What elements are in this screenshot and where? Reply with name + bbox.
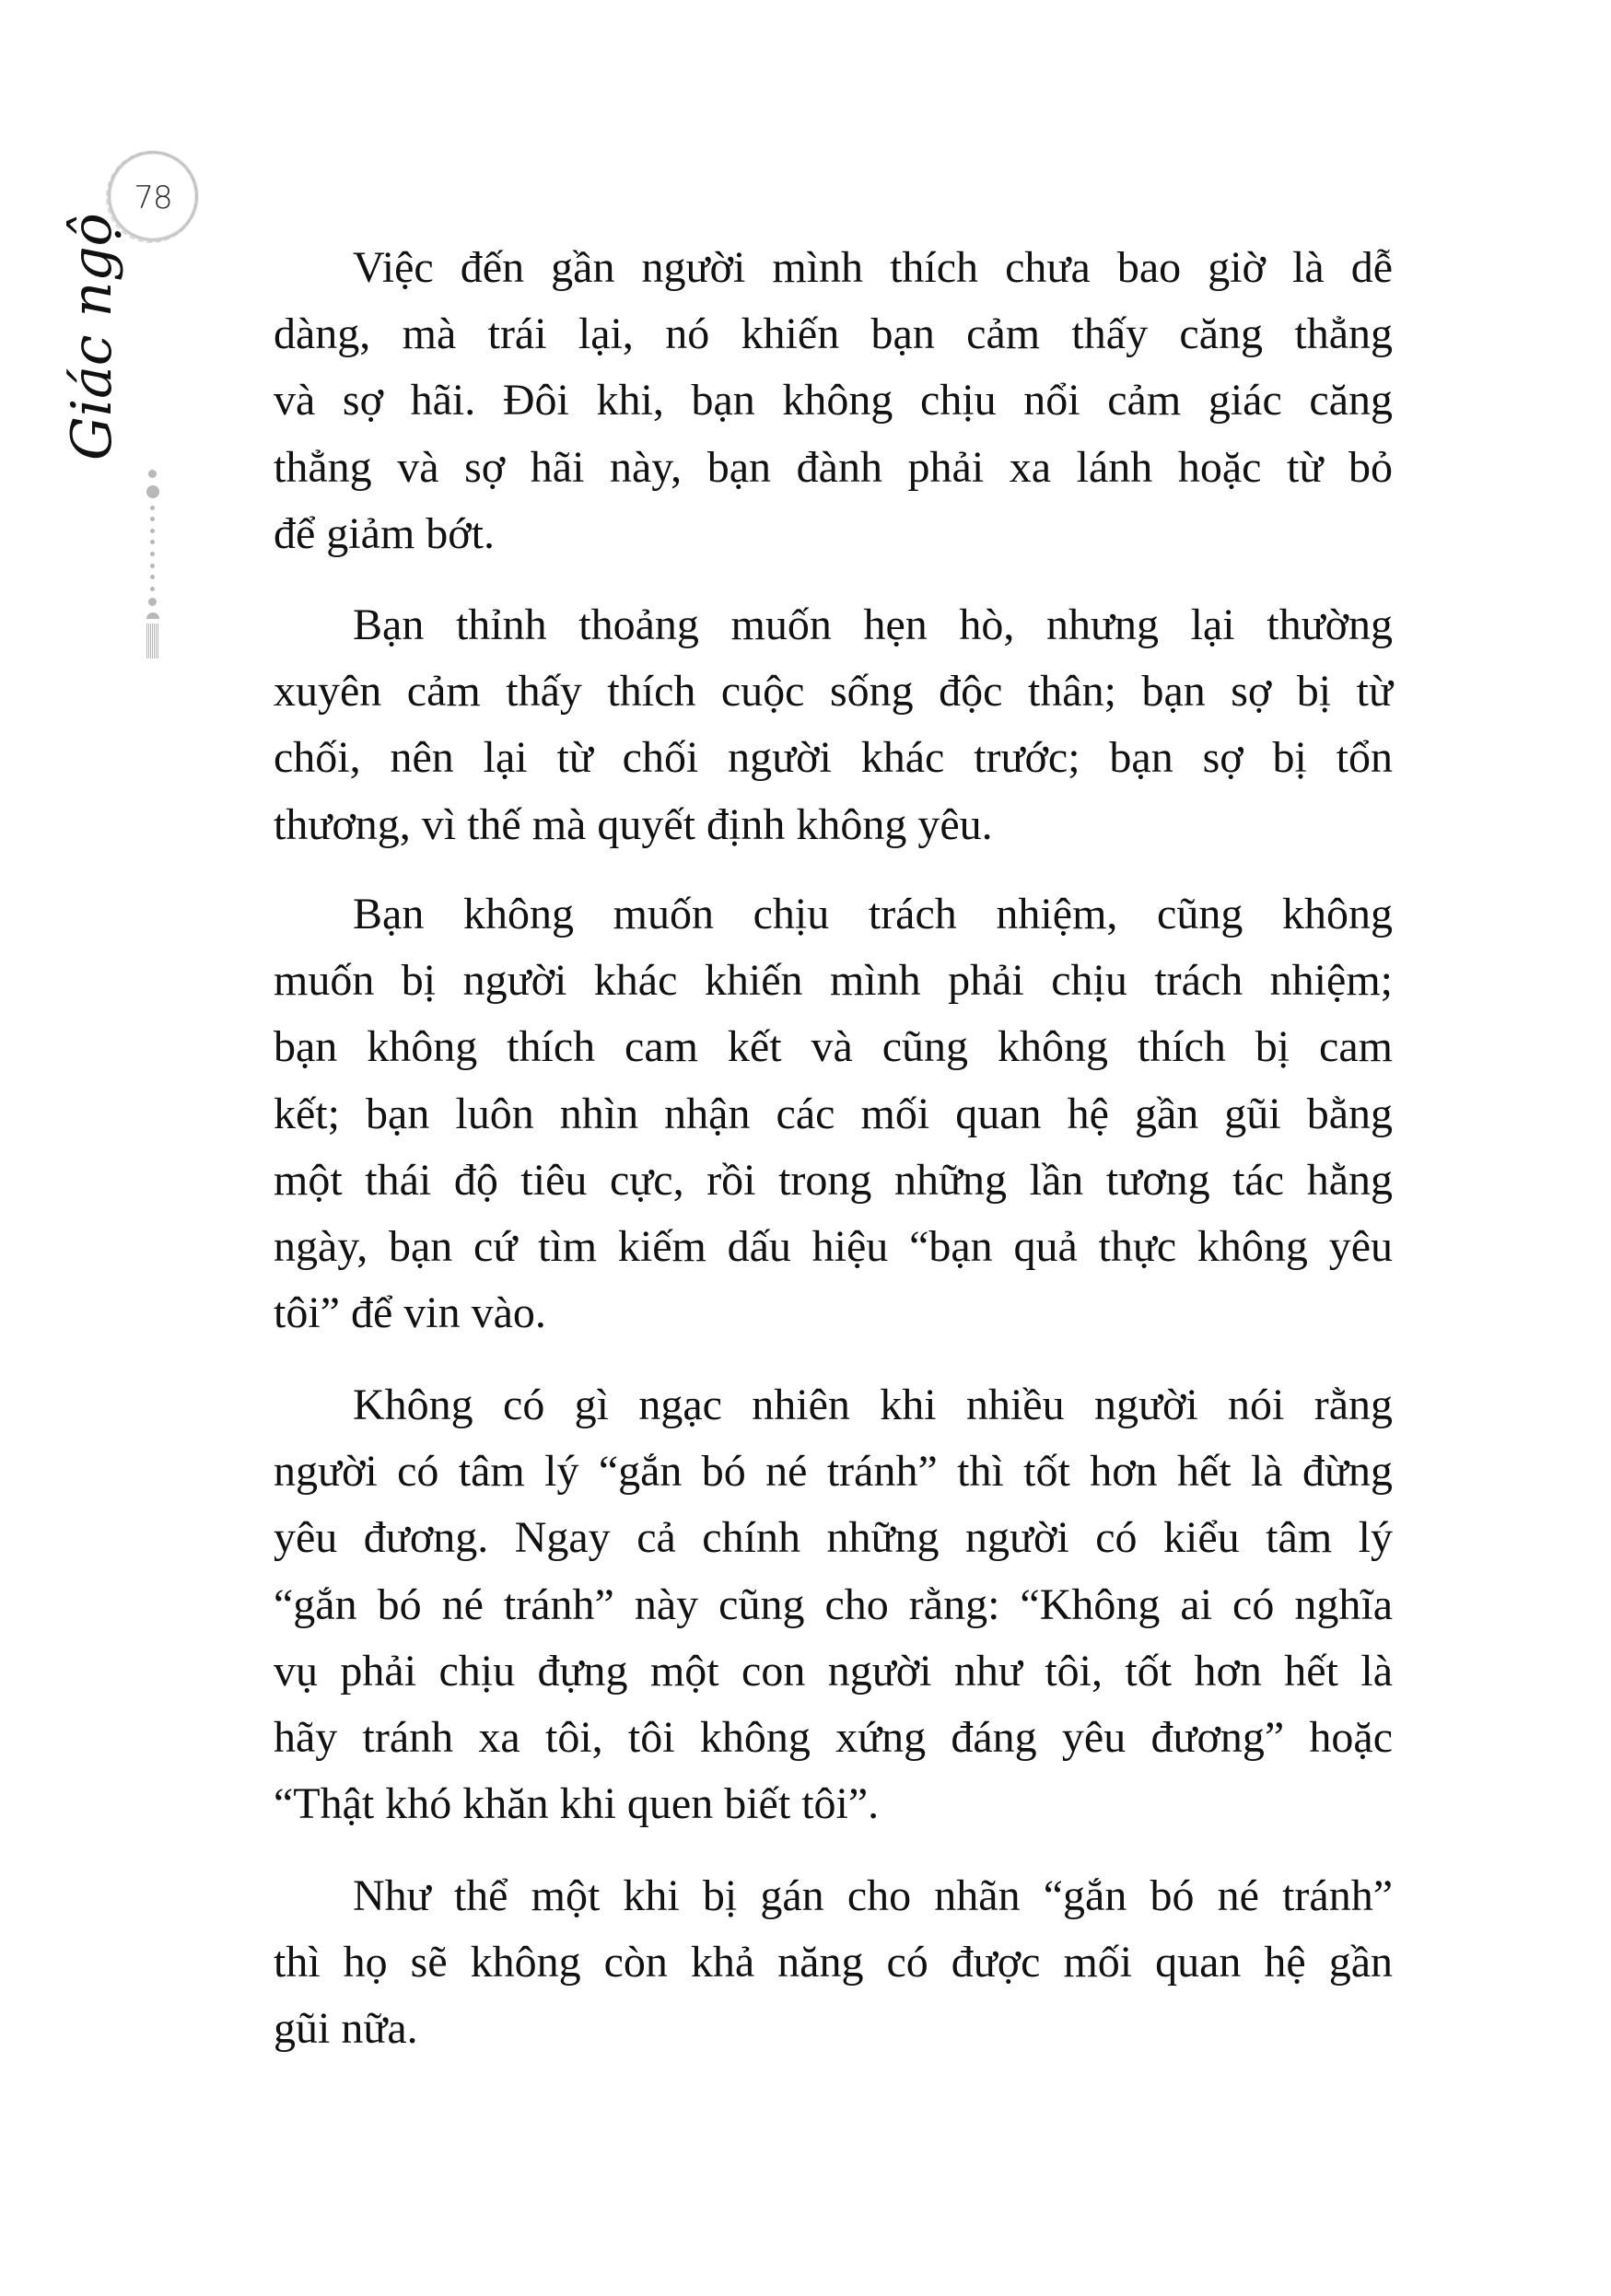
dotted-tassel-ornament-icon [138, 465, 168, 663]
text-line: muốn bị người khác khiến mình phải chịu trách nhiệm; [274, 956, 1393, 1006]
text-line: “Thật khó khăn khi quen biết tôi”. [274, 1779, 880, 1829]
page-number: 78 [134, 180, 172, 216]
paragraph-4 [274, 1372, 1393, 1837]
ornament-dot [150, 529, 155, 533]
ornament-dot [148, 470, 157, 478]
ornament-dot [150, 575, 155, 579]
text-line: một thái độ tiêu cực, rồi trong những lần tương tác hằng [274, 1155, 1393, 1205]
ornament-dot [148, 598, 157, 606]
ornament-dot [150, 540, 155, 544]
ornament-tassel-fringe [146, 624, 159, 658]
ornament-dot [150, 506, 155, 510]
text-line: gũi nữa. [274, 2004, 418, 2054]
text-line: Bạn thỉnh thoảng muốn hẹn hò, nhưng lại thường [353, 600, 1393, 649]
paragraph-5 [274, 1863, 1393, 2063]
text-line: để giảm bớt. [274, 508, 495, 558]
text-line: chối, nên lại từ chối người khác trước; bạn sợ bị tổn [274, 733, 1393, 783]
text-line: và sợ hãi. Đôi khi, bạn không chịu nổi cảm giác căng [274, 376, 1393, 425]
text-line: Không có gì ngạc nhiên khi nhiều người nói rằng [353, 1381, 1393, 1429]
text-line: Việc đến gần người mình thích chưa bao giờ là dễ [353, 243, 1393, 292]
ornament-dot [150, 552, 155, 556]
paragraph-2 [274, 592, 1393, 858]
ornament-dot [150, 517, 155, 521]
text-line: hãy tránh xa tôi, tôi không xứng đáng yêu đương” hoặc [274, 1712, 1393, 1762]
text-line: dàng, mà trái lại, nó khiến bạn cảm thấy căng thẳng [274, 309, 1393, 359]
text-line: ngày, bạn cứ tìm kiếm dấu hiệu “bạn quả thực không yêu [274, 1221, 1393, 1271]
text-line: tôi” để vin vào. [274, 1288, 546, 1338]
text-line: thì họ sẽ không còn khả năng có được mối quan hệ gần [274, 1938, 1393, 1987]
text-line: thương, vì thế mà quyết định không yêu. [274, 799, 993, 849]
text-line: “gắn bó né tránh” này cũng cho rằng: “Không ai có nghĩa [274, 1579, 1393, 1629]
text-line: yêu đương. Ngay cả chính những người có kiểu tâm lý [274, 1513, 1393, 1563]
text-line: Bạn không muốn chịu trách nhiệm, cũng không [353, 890, 1393, 938]
text-line: bạn không thích cam kết và cũng không thích bị cam [274, 1022, 1393, 1072]
text-line: thẳng và sợ hãi này, bạn đành phải xa lánh hoặc từ bỏ [274, 442, 1393, 492]
paragraph-3 [274, 881, 1393, 1346]
ornament-dot [146, 485, 159, 498]
ornament-tassel-cap [146, 612, 159, 619]
ornament-dot [150, 564, 155, 568]
running-title: Giác ngộ [60, 213, 124, 460]
text-line: Như thể một khi bị gán cho nhãn “gắn bó né tránh” [353, 1871, 1393, 1920]
text-line: kết; bạn luôn nhìn nhận các mối quan hệ gần gũi bằng [274, 1089, 1393, 1138]
text-line: xuyên cảm thấy thích cuộc sống độc thân; bạn sợ bị từ [274, 667, 1393, 717]
paragraph-1 [274, 235, 1393, 567]
ornament-dot [150, 587, 155, 591]
text-line: người có tâm lý “gắn bó né tránh” thì tốt hơn hết là đừng [274, 1447, 1393, 1497]
text-line: vụ phải chịu đựng một con người như tôi, tốt hơn hết là [274, 1646, 1393, 1696]
